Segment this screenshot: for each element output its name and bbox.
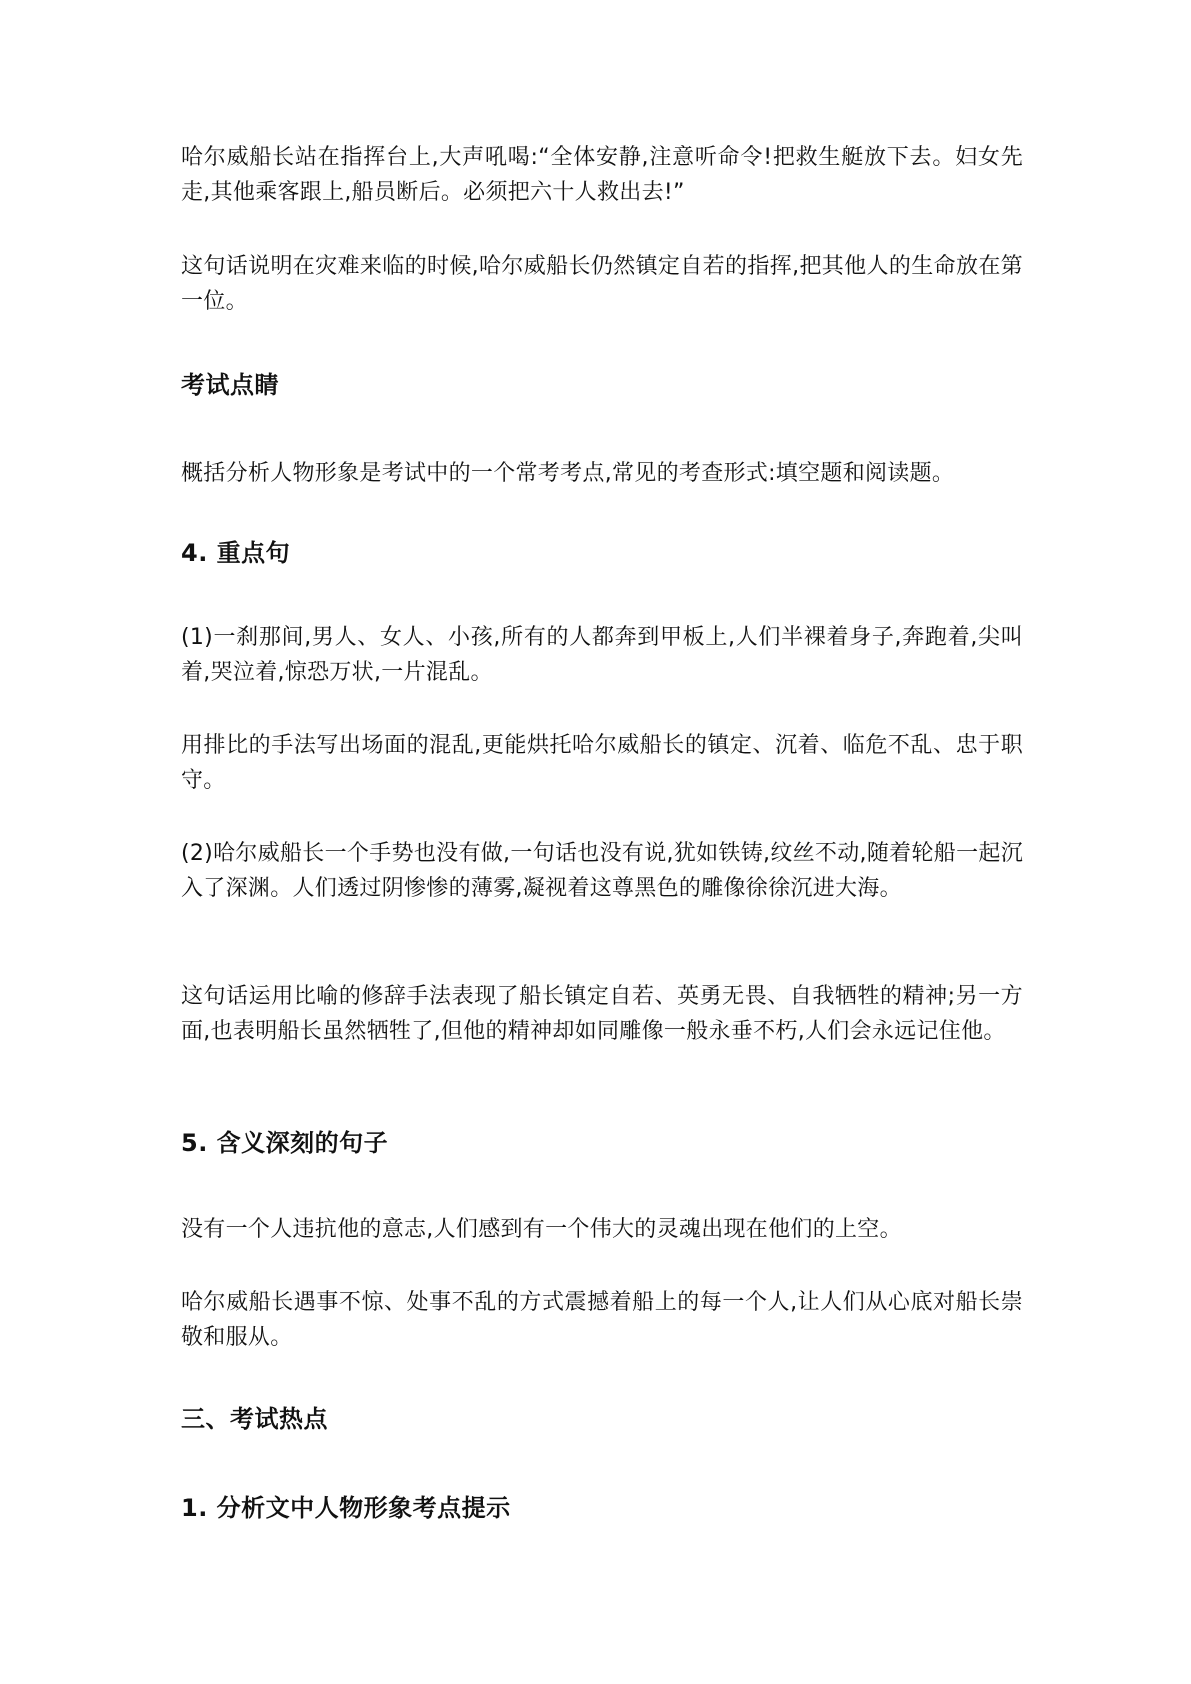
- heading-profound-sentences: 5. 含义深刻的句子: [181, 1129, 389, 1157]
- paragraph-profound-sentence-analysis: 哈尔威船长遇事不惊、处事不乱的方式震撼着船上的每一个人,让人们从心底对船长崇敬和服从。: [181, 1290, 1023, 1350]
- paragraph-key-sentence-1-analysis: 用排比的手法写出场面的混乱,更能烘托哈尔威船长的镇定、沉着、临危不乱、忠于职守。: [181, 733, 1023, 793]
- heading-exam-highlight: 考试点睛: [181, 371, 279, 399]
- paragraph-key-sentence-2: (2)哈尔威船长一个手势也没有做,一句话也没有说,犹如铁铸,纹丝不动,随着轮船一起沉入了深渊。人们透过阴惨惨的薄雾,凝视着这尊黑色的雕像徐徐沉进大海。: [181, 841, 1023, 901]
- paragraph-exam-highlight: 概括分析人物形象是考试中的一个常考考点,常见的考查形式:填空题和阅读题。: [181, 461, 955, 486]
- heading-character-analysis-tips: 1. 分析文中人物形象考点提示: [181, 1494, 511, 1522]
- paragraph-command-explanation: 这句话说明在灾难来临的时候,哈尔威船长仍然镇定自若的指挥,把其他人的生命放在第一位。: [181, 254, 1023, 314]
- paragraph-captain-command: 哈尔威船长站在指挥台上,大声吼喝:“全体安静,注意听命令!把救生艇放下去。妇女先走,其他乘客跟上,船员断后。必须把六十人救出去!”: [181, 145, 1023, 205]
- paragraph-key-sentence-1: (1)一刹那间,男人、女人、小孩,所有的人都奔到甲板上,人们半裸着身子,奔跑着,尖叫着,哭泣着,惊恐万状,一片混乱。: [181, 625, 1023, 685]
- paragraph-profound-sentence: 没有一个人违抗他的意志,人们感到有一个伟大的灵魂出现在他们的上空。: [181, 1217, 902, 1242]
- heading-exam-hotspots: 三、考试热点: [181, 1405, 328, 1433]
- heading-key-sentences: 4. 重点句: [181, 539, 291, 567]
- paragraph-key-sentence-2-analysis: 这句话运用比喻的修辞手法表现了船长镇定自若、英勇无畏、自我牺牲的精神;另一方面,也表明船长虽然牺牲了,但他的精神却如同雕像一般永垂不朽,人们会永远记住他。: [181, 984, 1023, 1044]
